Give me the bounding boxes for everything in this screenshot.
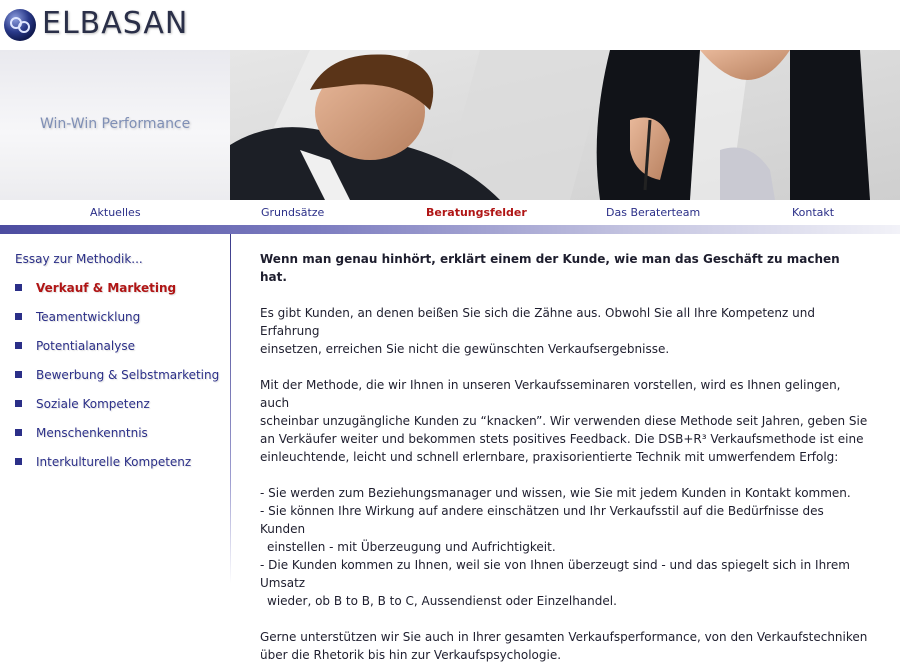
paragraph-line: Gerne unterstützen wir Sie auch in Ihrer gesamten Verkaufsperformance, von den Verkaufstechniken [260,630,868,644]
nav-divider [0,225,900,234]
paragraph-line: Mit der Methode, die wir Ihnen in unseren Verkaufsseminaren vorstellen, wird es Ihnen gelingen, auch [260,378,841,410]
brand-name[interactable]: ELBASAN [42,6,189,41]
bullet-line: wieder, ob B to B, B to C, Aussendienst oder Einzelhandel. [267,594,617,608]
logo-icon[interactable] [3,8,37,42]
square-bullet-icon [15,284,22,291]
square-bullet-icon [15,400,22,407]
essay-link[interactable]: Essay zur Methodik... [15,252,143,266]
sidebar-item-label: Soziale Kompetenz [36,397,150,411]
square-bullet-icon [15,342,22,349]
bullet-line: - Sie können Ihre Wirkung auf andere einschätzen und Ihr Verkaufsstil auf die Bedürfnisse des Kunden [260,504,824,536]
sidebar-item-label: Teamentwicklung [36,310,141,324]
sidebar-item-label: Bewerbung & Selbstmarketing [36,368,220,382]
sidebar [0,234,230,600]
square-bullet-icon [15,371,22,378]
paragraph-line: Es gibt Kunden, an denen beißen Sie sich die Zähne aus. Obwohl Sie all Ihre Kompetenz und Erfahrung [260,306,815,338]
main-nav [0,200,900,224]
main-content [260,250,870,664]
logo-bar [0,0,900,50]
nav-item-beraterteam[interactable]: Das Beraterteam [606,206,701,219]
hero-photo [230,50,900,200]
square-bullet-icon [15,458,22,465]
sidebar-item-soziale-kompetenz[interactable] [15,397,150,411]
sidebar-divider [230,234,231,584]
paragraph-line: über die Rhetorik bis hin zur Verkaufspsychologie. [260,648,562,662]
sidebar-item-label: Menschenkenntnis [36,426,148,440]
sidebar-item-label: Verkauf & Marketing [36,281,177,295]
bullet-line: einstellen - mit Überzeugung und Aufrichtigkeit. [267,540,556,554]
sidebar-item-verkauf-marketing[interactable] [15,281,176,295]
sidebar-item-label: Interkulturelle Kompetenz [36,455,192,469]
content-headline: Wenn man genau hinhört, erklärt einem der Kunde, wie man das Geschäft zu machen hat. [260,252,840,284]
sidebar-item-label: Potentialanalyse [36,339,135,353]
nav-item-beratungsfelder[interactable]: Beratungsfelder [426,206,527,219]
hero-banner [0,50,900,200]
paragraph-line: einsetzen, erreichen Sie nicht die gewünschten Verkaufsergebnisse. [260,342,670,356]
paragraph-line: einleuchtende, leicht und schnell erlernbare, praxisorientierte Technik mit umwerfendem Erfolg: [260,450,839,464]
sidebar-item-potentialanalyse[interactable] [15,339,135,353]
sidebar-item-teamentwicklung[interactable] [15,310,140,324]
paragraph-line: scheinbar unzugängliche Kunden zu “knacken”. Wir verwenden diese Methode seit Jahren, geben Sie [260,414,868,428]
tagline: Win-Win Performance [40,116,191,132]
square-bullet-icon [15,313,22,320]
sidebar-item-interkulturelle-kompetenz[interactable] [15,455,191,469]
square-bullet-icon [15,429,22,436]
nav-item-aktuelles[interactable]: Aktuelles [90,206,141,219]
bullet-line: - Sie werden zum Beziehungsmanager und wissen, wie Sie mit jedem Kunden in Kontakt kommen. [260,486,851,500]
paragraph-line: an Verkäufer weiter und bekommen stets positives Feedback. Die DSB+R³ Verkaufsmethode ist eine [260,432,864,446]
sidebar-item-menschenkenntnis[interactable] [15,426,148,440]
nav-item-kontakt[interactable]: Kontakt [792,206,835,219]
bullet-line: - Die Kunden kommen zu Ihnen, weil sie von Ihnen überzeugt sind - und das spiegelt sich in Ihrem Umsatz [260,558,850,590]
nav-item-grundsaetze[interactable]: Grundsätze [261,206,325,219]
sidebar-item-bewerbung[interactable] [15,368,219,382]
